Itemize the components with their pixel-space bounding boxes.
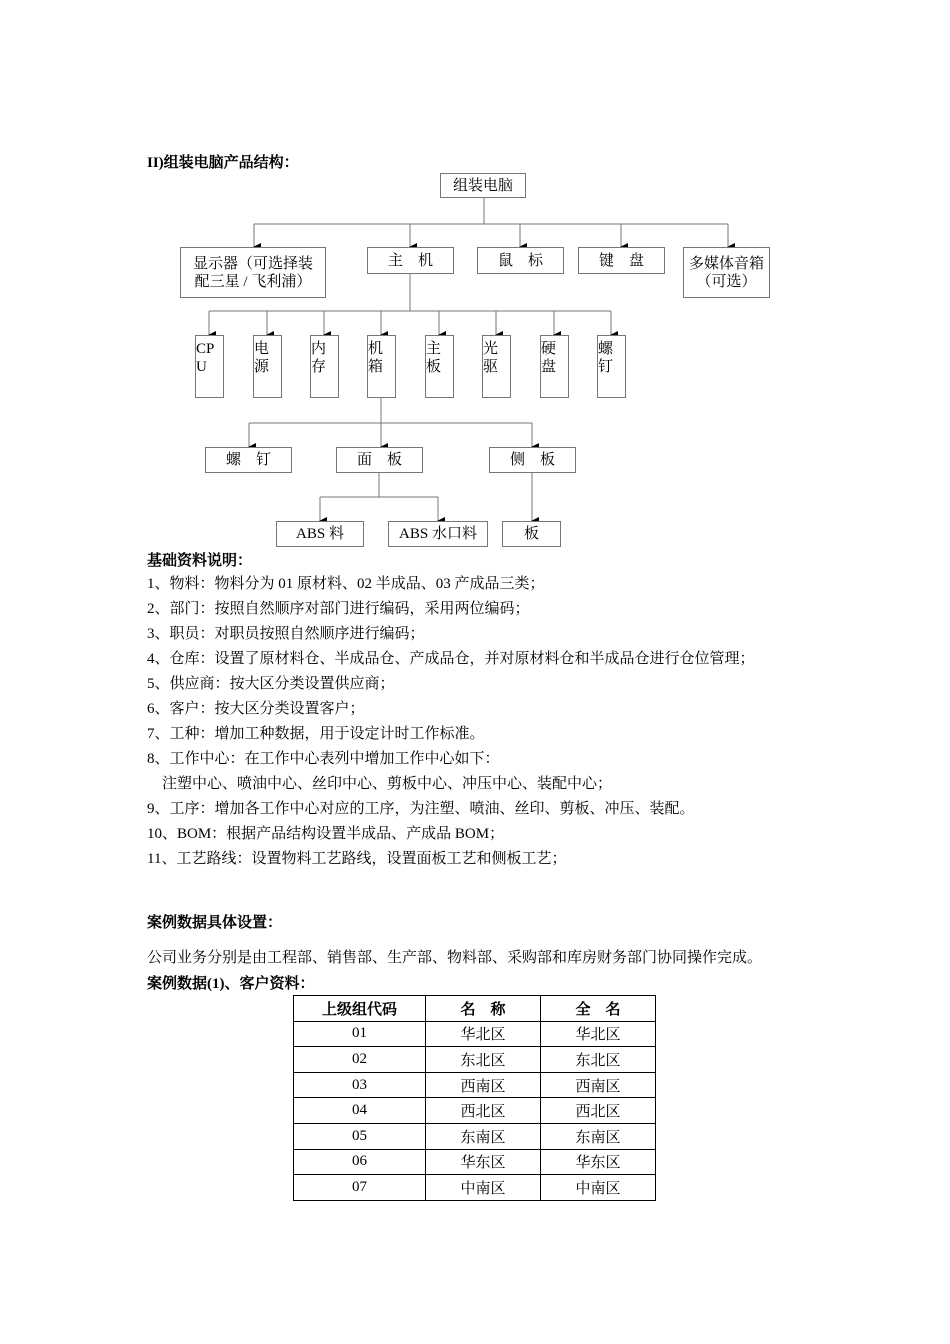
- node-abs-material: ABS 料: [276, 521, 364, 547]
- node-power: 电 源: [253, 335, 282, 398]
- node-screws: 螺 钉: [597, 335, 626, 398]
- table-header-row: [294, 996, 656, 1022]
- column-header: 全 名: [541, 996, 656, 1022]
- table-cell: 05: [294, 1123, 426, 1149]
- table-cell: 中南区: [541, 1175, 656, 1201]
- table-row: [294, 1175, 656, 1201]
- basic-item: 3、职员：对职员按照自然顺序进行编码；: [147, 626, 425, 642]
- table-row: [294, 1149, 656, 1175]
- table-cell: 东南区: [426, 1123, 541, 1149]
- node-board: 板: [502, 521, 561, 547]
- table-cell: 中南区: [426, 1175, 541, 1201]
- table-cell: 华北区: [426, 1021, 541, 1047]
- tree-connectors: [0, 0, 950, 560]
- table-row: [294, 1098, 656, 1124]
- node-host: 主 机: [367, 247, 454, 274]
- node-cpu: CP U: [195, 335, 224, 398]
- node-optical-drive: 光 驱: [482, 335, 511, 398]
- node-keyboard: 键 盘: [578, 247, 665, 274]
- node-monitor: 显示器（可选择装 配三星 / 飞利浦）: [180, 247, 326, 298]
- table-row: [294, 1123, 656, 1149]
- table-cell: 06: [294, 1149, 426, 1175]
- table-cell: 03: [294, 1072, 426, 1098]
- node-speakers: 多媒体音箱 （可选）: [683, 247, 770, 298]
- node-front-panel: 面 板: [336, 447, 423, 473]
- node-motherboard: 主 板: [425, 335, 454, 398]
- basic-item: 1、物料：物料分为 01 原材料、02 半成品、03 产成品三类；: [147, 576, 545, 592]
- customer-table: [293, 995, 656, 1201]
- basic-item: 8、工作中心：在工作中心表列中增加工作中心如下：: [147, 751, 500, 767]
- table-cell: 西南区: [426, 1072, 541, 1098]
- table-cell: 东南区: [541, 1123, 656, 1149]
- structure-title: II)组装电脑产品结构：: [147, 155, 299, 171]
- table-cell: 华东区: [541, 1149, 656, 1175]
- table-row: [294, 1047, 656, 1073]
- node-memory: 内 存: [310, 335, 339, 398]
- node-mouse: 鼠 标: [477, 247, 564, 274]
- table-cell: 西南区: [541, 1072, 656, 1098]
- node-hard-disk: 硬 盘: [540, 335, 569, 398]
- table-cell: 东北区: [426, 1047, 541, 1073]
- basic-item: 7、工种：增加工种数据，用于设定计时工作标准。: [147, 726, 485, 742]
- basic-item: 4、仓库：设置了原材料仓、半成品仓、产成品仓，并对原材料仓和半成品仓进行仓位管理；: [147, 651, 755, 667]
- case1-title: 案例数据(1)、客户资料：: [147, 976, 315, 992]
- table-cell: 东北区: [541, 1047, 656, 1073]
- case-data-title: 案例数据具体设置：: [147, 915, 283, 931]
- node-case: 机 箱: [367, 335, 396, 398]
- table-cell: 华北区: [541, 1021, 656, 1047]
- table-cell: 04: [294, 1098, 426, 1124]
- basic-info-title: 基础资料说明：: [147, 553, 253, 569]
- basic-item: 6、客户：按大区分类设置客户；: [147, 701, 365, 717]
- node-case-screws: 螺 钉: [205, 447, 292, 473]
- basic-item: 5、供应商：按大区分类设置供应商；: [147, 676, 395, 692]
- table-row: [294, 1021, 656, 1047]
- column-header: 名 称: [426, 996, 541, 1022]
- case-intro: 公司业务分别是由工程部、销售部、生产部、物料部、采购部和库房财务部门协同操作完成。: [147, 950, 763, 966]
- table-cell: 西北区: [426, 1098, 541, 1124]
- table-cell: 西北区: [541, 1098, 656, 1124]
- node-assembled-pc: 组装电脑: [440, 173, 526, 198]
- table-cell: 华东区: [426, 1149, 541, 1175]
- node-side-panel: 侧 板: [489, 447, 576, 473]
- basic-info-list: [147, 572, 755, 872]
- basic-item: 2、部门：按照自然顺序对部门进行编码，采用两位编码；: [147, 601, 530, 617]
- table-cell: 02: [294, 1047, 426, 1073]
- column-header: 上级组代码: [294, 996, 426, 1022]
- node-abs-regrind: ABS 水口料: [388, 521, 488, 547]
- table-cell: 07: [294, 1175, 426, 1201]
- basic-item: 11、工艺路线：设置物料工艺路线，设置面板工艺和侧板工艺；: [147, 851, 567, 867]
- table-cell: 01: [294, 1021, 426, 1047]
- basic-item: 9、工序：增加各工作中心对应的工序，为注塑、喷油、丝印、剪板、冲压、装配。: [147, 801, 695, 817]
- basic-item: 10、BOM：根据产品结构设置半成品、产成品 BOM；: [147, 826, 505, 842]
- table-row: [294, 1072, 656, 1098]
- basic-item: 注塑中心、喷油中心、丝印中心、剪板中心、冲压中心、装配中心；: [147, 776, 613, 792]
